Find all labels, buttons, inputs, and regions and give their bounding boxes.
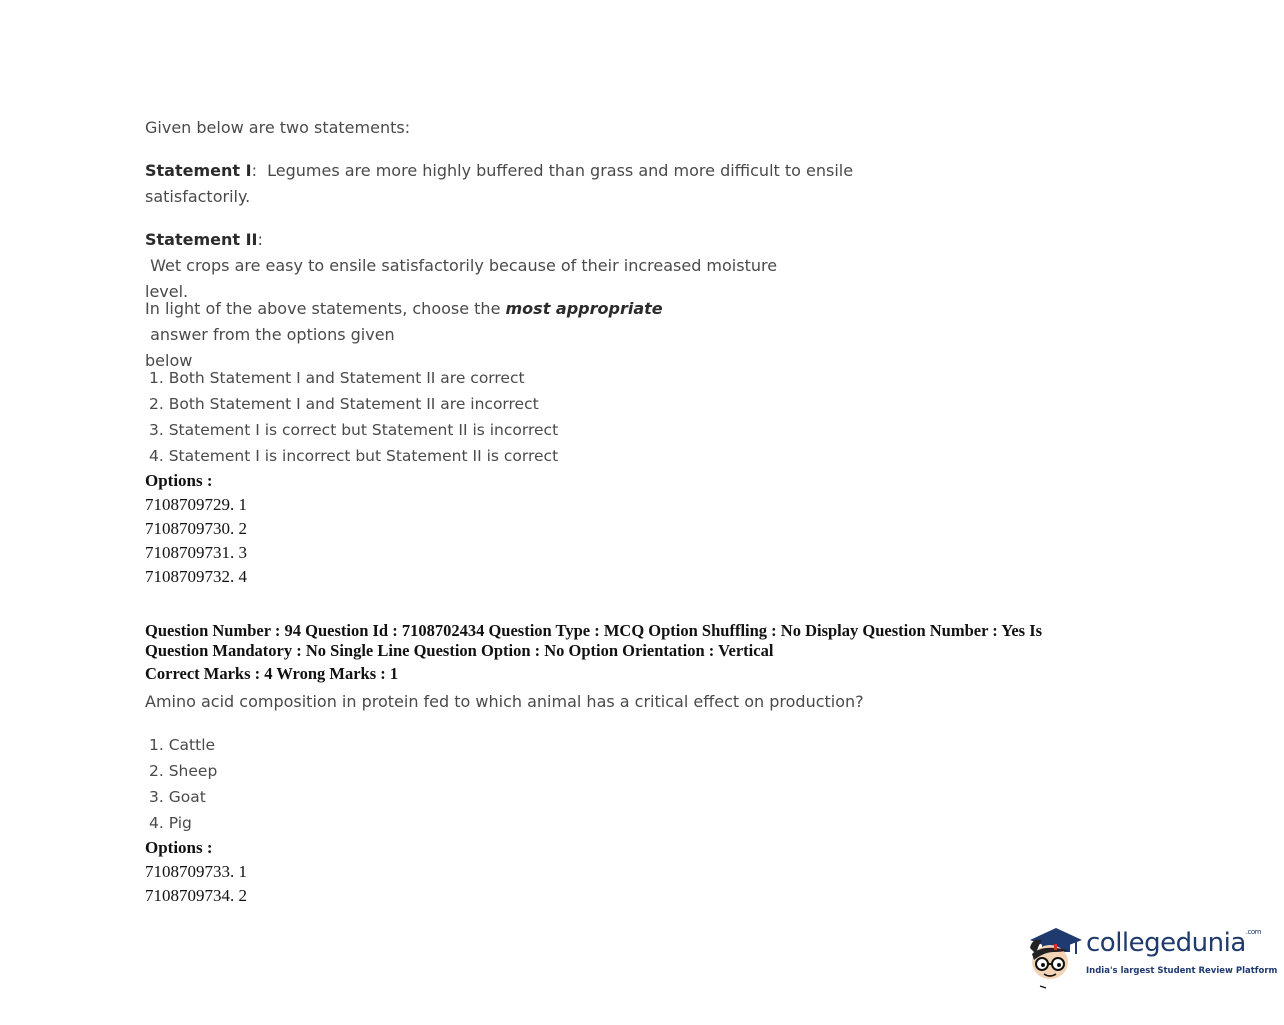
- option-id: 7108709734. 2: [145, 886, 247, 905]
- list-item: 4. Pig: [149, 814, 192, 832]
- meta-line-2: Question Mandatory : No Single Line Question Option : No Option Orientation : Vertical: [145, 641, 774, 660]
- options-heading: Options :: [145, 838, 213, 857]
- list-item: 1. Both Statement I and Statement II are correct: [149, 369, 525, 387]
- prompt-post: answer from the options given: [145, 325, 395, 344]
- question-1-prompt: [145, 296, 885, 374]
- statement-1: [145, 158, 865, 210]
- statement-2-text-cont: level.: [145, 282, 189, 301]
- list-item: 2. Both Statement I and Statement II are incorrect: [149, 395, 539, 413]
- option-id: 7108709732. 4: [145, 567, 247, 586]
- question-1-intro: [145, 115, 410, 141]
- intro-text: Given below are two statements:: [145, 118, 411, 137]
- list-item: 3. Statement I is correct but Statement II is incorrect: [149, 421, 559, 439]
- logo-tagline: India's largest Student Review Platform: [1086, 966, 1278, 976]
- question-1-choices: [149, 365, 558, 469]
- statement-1-label: Statement I: [145, 161, 252, 180]
- marks-line: Correct Marks : 4 Wrong Marks : 1: [145, 664, 399, 683]
- question-2-meta: [145, 621, 1125, 661]
- logo-wordmark: [1086, 928, 1261, 958]
- option-id: 7108709731. 3: [145, 543, 247, 562]
- statement-1-text: Legumes are more highly buffered than grass and more difficult to ensile: [256, 161, 854, 180]
- list-item: 1. Cattle: [149, 736, 216, 754]
- statement-2-label: Statement II: [145, 230, 258, 249]
- question-text: Amino acid composition in protein fed to which animal has a critical effect on production?: [145, 692, 864, 711]
- logo-name: collegedunia: [1086, 928, 1246, 958]
- prompt-pre: In light of the above statements, choose the: [145, 299, 506, 318]
- question-1-options: [145, 469, 247, 589]
- meta-line-1: Question Number : 94 Question Id : 7108702434 Question Type : MCQ Option Shuffling : No Display Question Number : Yes Is: [145, 621, 1043, 640]
- list-item: 3. Goat: [149, 788, 206, 806]
- question-2-options: [145, 836, 247, 908]
- option-id: 7108709729. 1: [145, 495, 247, 514]
- option-id: 7108709733. 1: [145, 862, 247, 881]
- statement-2-sep: :: [257, 230, 263, 249]
- statement-1-text-cont: satisfactorily.: [145, 187, 251, 206]
- prompt-cont: below: [145, 351, 193, 370]
- list-item: 2. Sheep: [149, 762, 218, 780]
- statement-1-sep: :: [251, 161, 257, 180]
- question-2-text: [145, 689, 864, 715]
- statement-2: [145, 227, 865, 305]
- statement-2-text: Wet crops are easy to ensile satisfactorily because of their increased moisture: [145, 256, 778, 275]
- list-item: 4. Statement I is incorrect but Statement II is correct: [149, 447, 559, 465]
- prompt-emphasis: most appropriate: [505, 299, 663, 318]
- logo-suffix: .com: [1245, 928, 1261, 936]
- question-2-choices: [149, 732, 217, 836]
- option-id: 7108709730. 2: [145, 519, 247, 538]
- question-2-marks: [145, 664, 1105, 684]
- mascot-icon: [1024, 918, 1086, 990]
- collegedunia-logo: [1024, 918, 1278, 990]
- options-heading: Options :: [145, 471, 213, 490]
